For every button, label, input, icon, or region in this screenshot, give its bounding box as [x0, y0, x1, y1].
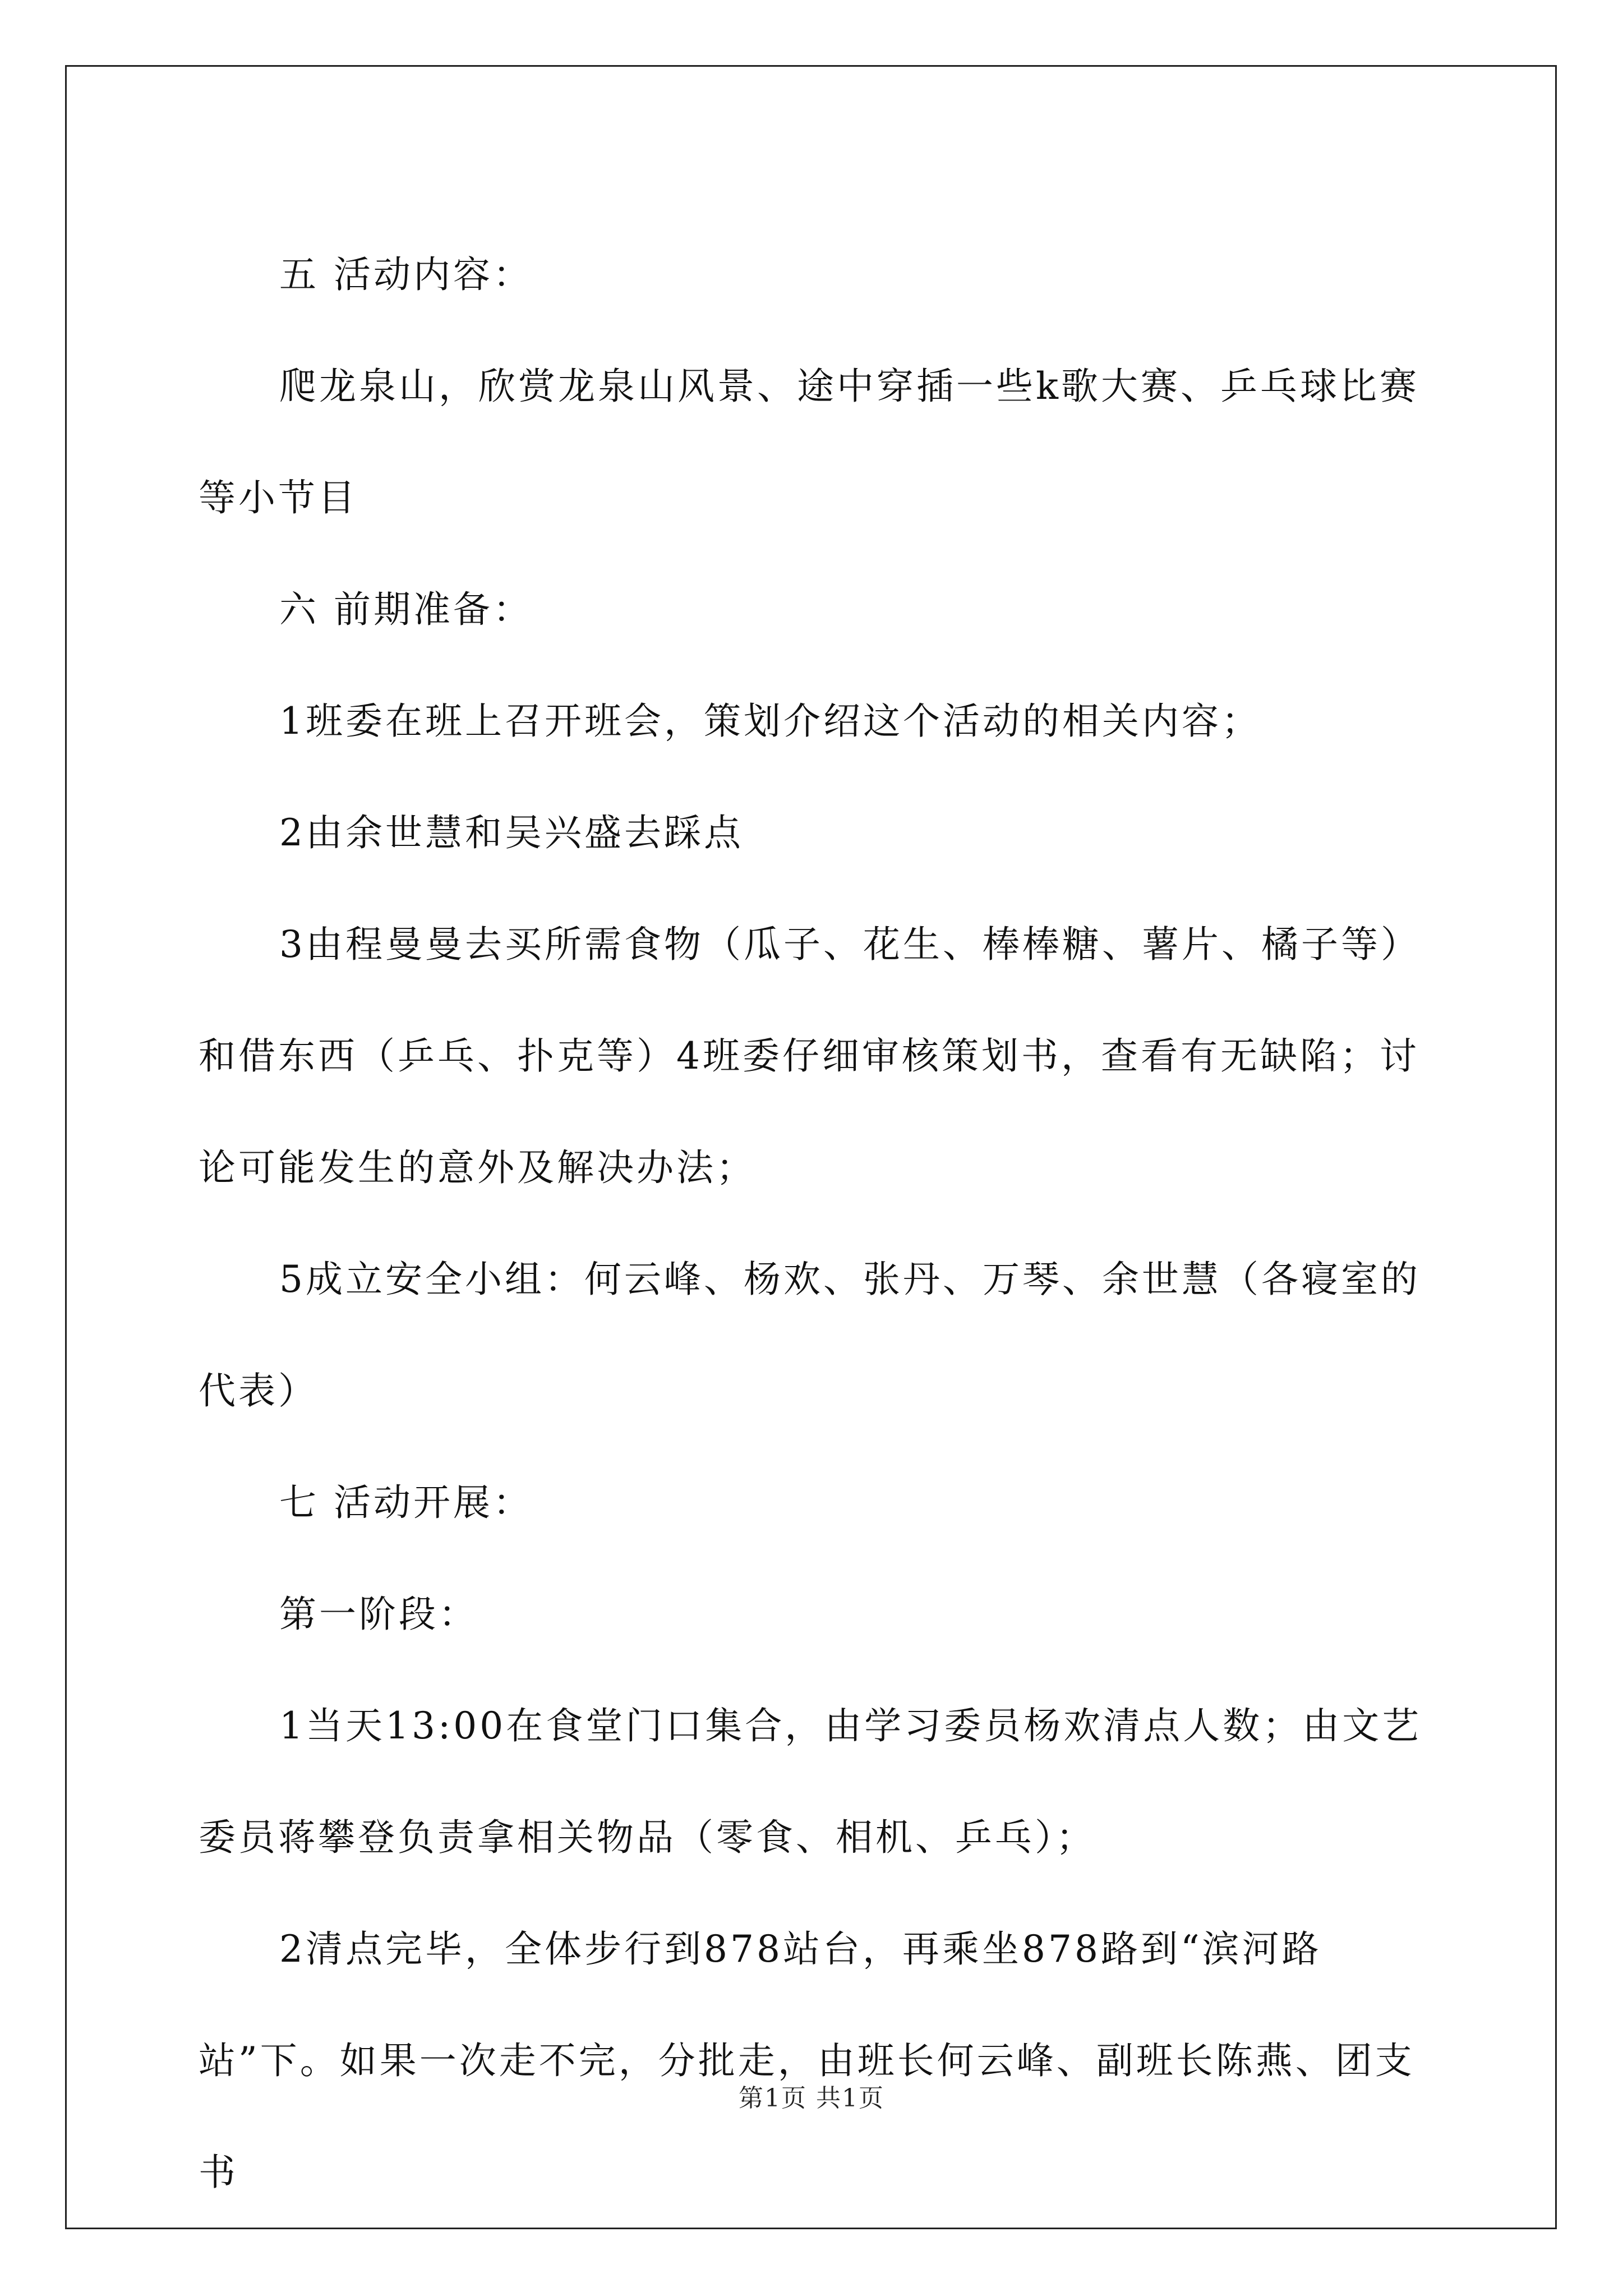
section-heading-activity-execution: 七 活动开展： — [279, 1481, 533, 1524]
paragraph-prep-item-2: 2由余世慧和吴兴盛去踩点 — [279, 811, 744, 854]
paragraph-phase-one-item-1: 1当天13:00在食堂门口集合，由学习委员杨欢清点人数；由文艺委员蒋攀登负责拿相关物品（零食、相机、乒乓）； — [199, 1704, 1422, 1859]
section-heading-preparation: 六 前期准备： — [279, 588, 533, 631]
paragraph-prep-item-3-4: 3由程曼曼去买所需食物（瓜子、花生、棒棒糖、薯片、橘子等）和借东西（乒乓、扑克等）4班委仔细审核策划书，查看有无缺陷；讨论可能发生的意外及解决办法； — [199, 923, 1421, 1189]
paragraph-phase-one-item-2: 2清点完毕，全体步行到878站台，再乘坐878路到“滨河路站”下。如果一次走不完，分批走，由班长何云峰、副班长陈燕、团支书 — [199, 1927, 1415, 2194]
subheading-phase-one: 第一阶段： — [279, 1593, 478, 1636]
paragraph-prep-item-5: 5成立安全小组：何云峰、杨欢、张丹、万琴、余世慧（各寝室的代表） — [199, 1258, 1421, 1412]
paragraph-activity-description: 爬龙泉山，欣赏龙泉山风景、途中穿插一些k歌大赛、乒乓球比赛等小节目 — [199, 365, 1419, 519]
section-heading-activity-content: 五 活动内容： — [279, 253, 533, 296]
page-number-footer: 第1页 共1页 — [739, 2084, 884, 2113]
document-body — [199, 219, 1432, 2228]
paragraph-prep-item-1: 1班委在班上召开班会，策划介绍这个活动的相关内容； — [279, 700, 1261, 743]
